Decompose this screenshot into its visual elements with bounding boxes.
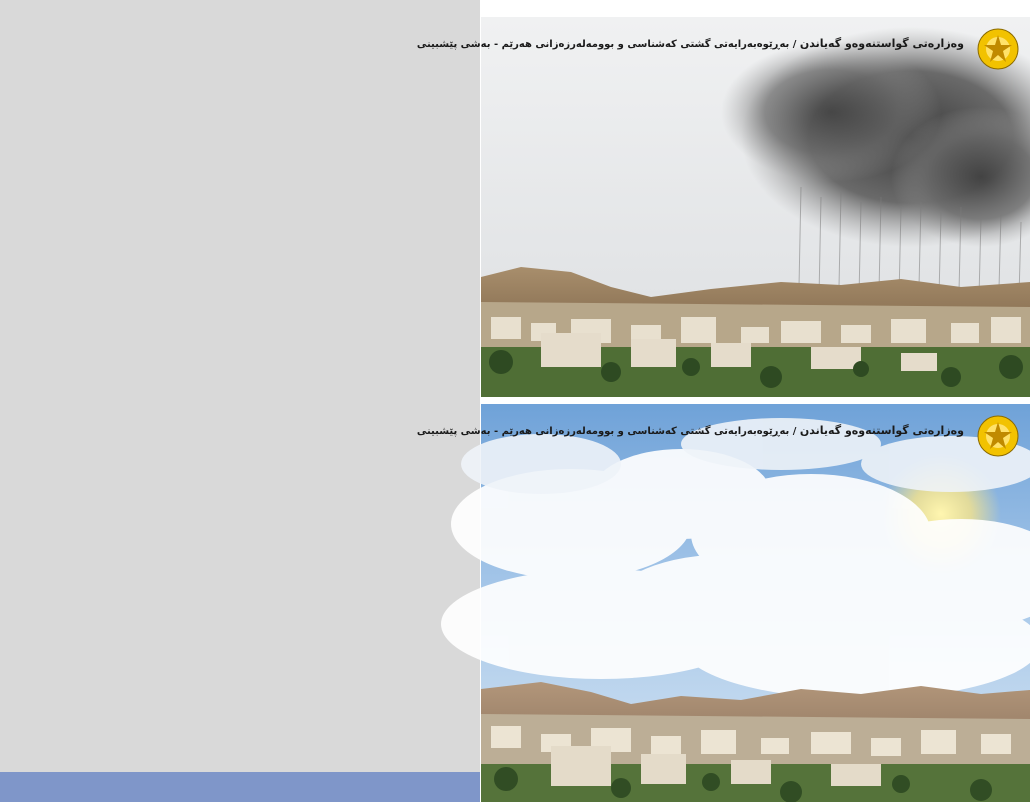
tomorrow-weather-photo: [416, 404, 1030, 802]
partly-cloudy-city-image: [481, 404, 1030, 802]
bottom-bar: [0, 772, 480, 802]
tomorrow-directorate: / بەڕێوەبەرایەتی گشتی کەشناسی و بوومەلەرزەزانی هەرێم - بەشی پێشبینی: [416, 426, 797, 437]
today-weather-photo: [416, 17, 1030, 397]
today-photo-header: [416, 17, 1030, 69]
kurdistan-emblem-icon: [976, 414, 1020, 458]
today-ministry-name: وەزارەتی گواستنەوەو گەیاندن: [799, 37, 964, 50]
left-text-panel: [0, 0, 480, 772]
tomorrow-header-text: [417, 424, 964, 437]
stormy-city-image: [481, 17, 1030, 397]
today-header-text: [417, 37, 964, 50]
tomorrow-photo-header: [416, 404, 1030, 456]
today-directorate: / بەڕێوەبەرایەتی گشتی کەشناسی و بوومەلەرزەزانی هەرێم - بەشی پێشبینی: [416, 39, 797, 50]
tomorrow-ministry-name: وەزارەتی گواستنەوەو گەیاندن: [799, 424, 964, 437]
kurdistan-emblem-icon: [976, 27, 1020, 71]
